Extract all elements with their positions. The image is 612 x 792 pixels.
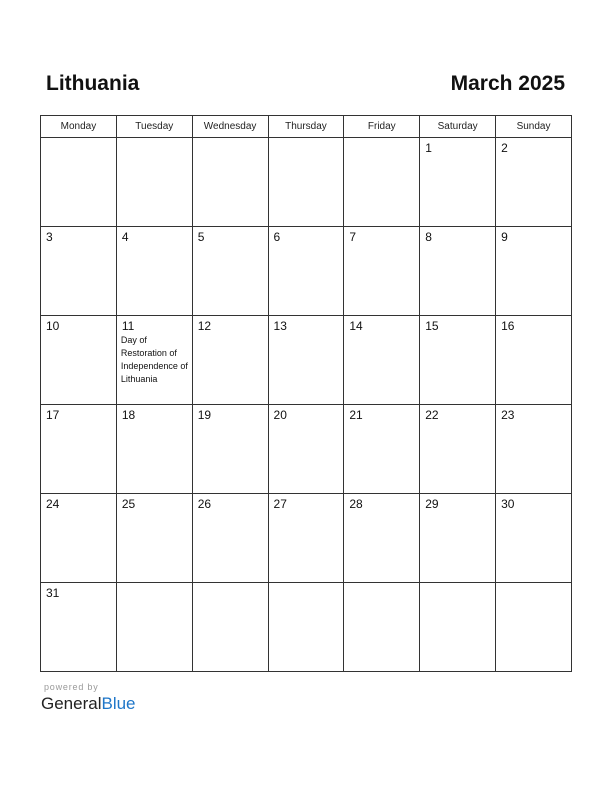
day-number: 19: [197, 408, 212, 422]
brand-blue-text: Blue: [101, 694, 136, 713]
brand-general-text: General: [41, 694, 102, 713]
day-number: 27: [273, 497, 287, 511]
day-number: [41, 138, 116, 142]
day-number: [117, 583, 192, 587]
day-cell: [420, 583, 496, 672]
day-cell: [496, 316, 572, 405]
week-row-5: [41, 494, 572, 583]
day-cell: [41, 583, 117, 672]
day-number: 22: [425, 408, 439, 422]
weekday-monday: Monday: [41, 116, 117, 138]
day-number: 20: [273, 408, 287, 422]
weekday-header-row: [41, 116, 572, 138]
day-cell: [496, 405, 572, 494]
day-cell: [41, 316, 117, 405]
day-number: 29: [425, 497, 439, 511]
day-cell: [344, 227, 420, 316]
day-cell: [192, 405, 268, 494]
day-number: 25: [121, 497, 136, 511]
day-number: 9: [501, 230, 508, 244]
day-number: [269, 138, 344, 142]
day-cell: [192, 227, 268, 316]
day-number: 5: [197, 230, 205, 244]
day-cell: [344, 138, 420, 227]
week-row-4: [41, 405, 572, 494]
day-cell: [192, 494, 268, 583]
day-number: 15: [425, 319, 439, 333]
country-title: Lithuania: [46, 72, 140, 95]
day-number: [344, 138, 419, 142]
day-number: 10: [46, 319, 60, 333]
day-number: 11: [121, 319, 135, 333]
day-number: 6: [273, 230, 281, 244]
day-number: 1: [425, 141, 432, 155]
day-number: 23: [501, 408, 515, 422]
week-row-2: [41, 227, 572, 316]
day-number: 14: [349, 319, 363, 333]
day-cell: [41, 138, 117, 227]
day-number: 30: [501, 497, 515, 511]
day-cell: [268, 316, 344, 405]
day-number: 24: [46, 497, 60, 511]
day-cell: [116, 405, 192, 494]
week-row-1: [41, 138, 572, 227]
day-cell: [344, 583, 420, 672]
day-number: 31: [46, 586, 60, 600]
week-row-6: [41, 583, 572, 672]
powered-by-label: powered by: [44, 682, 99, 692]
weekday-wednesday: Wednesday: [192, 116, 268, 138]
day-cell: [420, 494, 496, 583]
day-cell: [496, 227, 572, 316]
brand-logo[interactable]: [41, 694, 136, 714]
day-cell: [420, 405, 496, 494]
day-number: 8: [425, 230, 432, 244]
holiday-label: Day of Restoration of Independence of Lithuania: [120, 335, 188, 384]
day-number: [269, 583, 344, 587]
day-cell: [116, 227, 192, 316]
day-cell: [41, 405, 117, 494]
day-cell: [116, 583, 192, 672]
day-cell: [268, 138, 344, 227]
day-number: 4: [121, 230, 129, 244]
weekday-saturday: Saturday: [420, 116, 496, 138]
weekday-thursday: Thursday: [268, 116, 344, 138]
day-cell: [268, 494, 344, 583]
month-year-title: March 2025: [450, 72, 565, 95]
day-number: [496, 583, 571, 587]
day-cell: [344, 405, 420, 494]
day-number: 12: [197, 319, 212, 333]
day-cell: [420, 316, 496, 405]
day-cell: [268, 227, 344, 316]
day-number: 3: [46, 230, 53, 244]
day-cell: [192, 138, 268, 227]
day-cell: [344, 494, 420, 583]
day-cell: [116, 316, 192, 405]
day-number: [420, 583, 495, 587]
day-number: 13: [273, 319, 287, 333]
day-number: [344, 583, 419, 587]
day-number: 2: [501, 141, 508, 155]
day-number: 17: [46, 408, 60, 422]
day-cell: [344, 316, 420, 405]
day-cell: [496, 494, 572, 583]
calendar-grid: [40, 115, 572, 672]
weekday-sunday: Sunday: [496, 116, 572, 138]
day-number: 16: [501, 319, 515, 333]
day-cell: [116, 138, 192, 227]
day-cell: [496, 138, 572, 227]
day-number: [117, 138, 192, 142]
day-number: 21: [349, 408, 363, 422]
day-cell: [116, 494, 192, 583]
day-cell: [192, 583, 268, 672]
day-cell: [268, 583, 344, 672]
day-number: 18: [121, 408, 136, 422]
day-cell: [496, 583, 572, 672]
day-cell: [41, 494, 117, 583]
day-cell: [420, 138, 496, 227]
day-number: 7: [349, 230, 357, 244]
day-number: 26: [197, 497, 212, 511]
day-cell: [192, 316, 268, 405]
day-cell: [268, 405, 344, 494]
day-number: [193, 138, 268, 142]
day-cell: [420, 227, 496, 316]
day-cell: [41, 227, 117, 316]
weekday-tuesday: Tuesday: [116, 116, 192, 138]
day-number: 28: [349, 497, 363, 511]
week-row-3: [41, 316, 572, 405]
weekday-friday: Friday: [344, 116, 420, 138]
day-number: [193, 583, 268, 587]
